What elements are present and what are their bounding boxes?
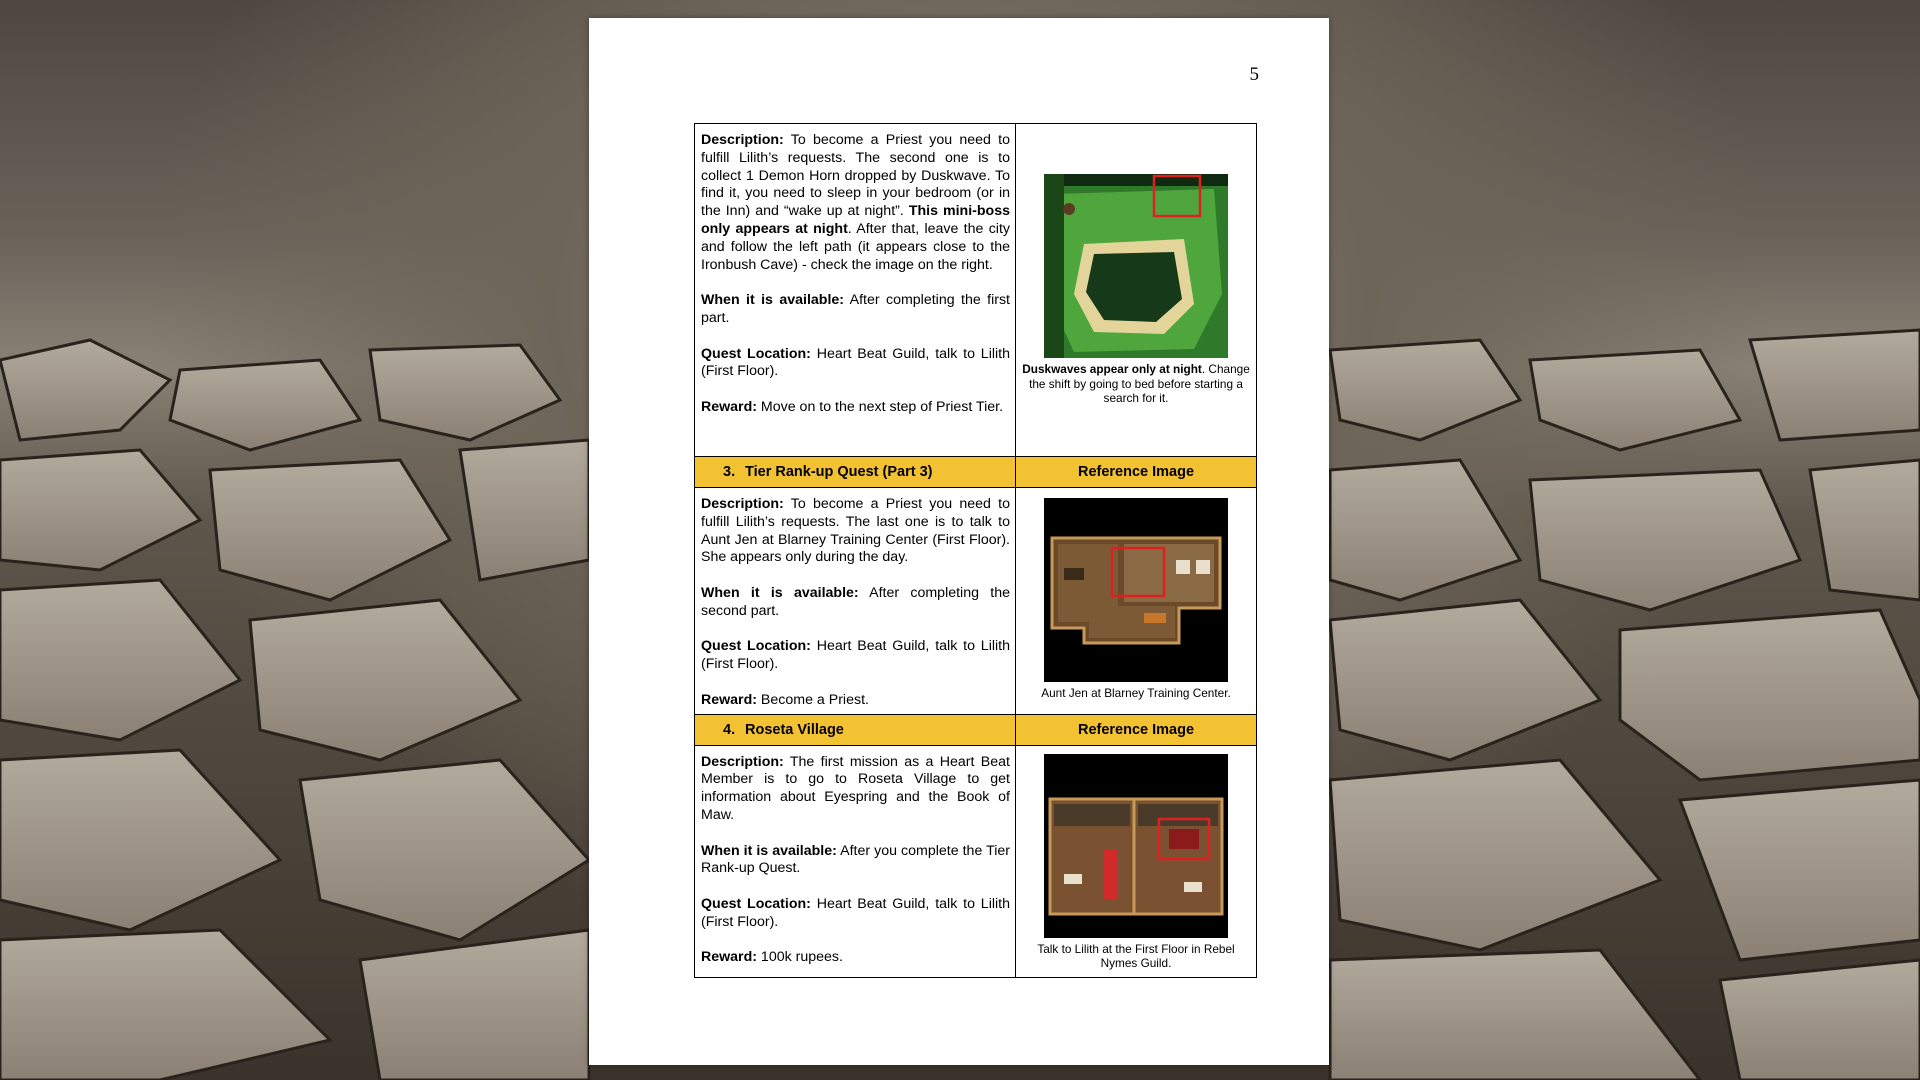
quest-row (695, 488, 1257, 715)
page-number: 5 (1249, 64, 1259, 85)
quest-details-cell (695, 124, 1016, 457)
availability-paragraph: When it is available: After you complete the Tier Rank-up Quest. (701, 842, 1011, 877)
location-paragraph: Quest Location: Heart Beat Guild, talk to Lilith (First Floor). (701, 638, 1010, 673)
guild-interior-map-image (1044, 754, 1228, 938)
quest-details-cell (695, 488, 1016, 715)
reward-paragraph: Reward: Move on to the next step of Priest Tier. (701, 398, 1004, 415)
reward-paragraph: Reward: 100k rupees. (701, 949, 843, 966)
description-paragraph: Description: To become a Priest you need to fulfill Lilith’s requests. The second one is to collect 1 Demon Horn dropped by Duskwave. To find it, you need to sleep in your bedroom (or in the Inn) and “wake up at night”. This mini-boss only appears at night. After that, leave the city and follow the left path (it appears close to the Ironbush Cave) - check the image on the right. (701, 132, 1011, 273)
reward-paragraph: Reward: Become a Priest. (701, 691, 869, 708)
quest-details-cell (695, 745, 1016, 977)
image-caption: Aunt Jen at Blarney Training Center. (1041, 686, 1231, 700)
description-paragraph: Description: The first mission as a Heart Beat Member is to go to Roseta Village to get information about Eyespring and the Book of Maw. (701, 753, 1010, 823)
quest-table (694, 123, 1257, 978)
reference-image-header: Reference Image (1016, 457, 1257, 488)
forest-map-image (1044, 174, 1228, 358)
section-header-row (695, 457, 1257, 488)
quest-row (695, 124, 1257, 457)
reference-image-cell (1016, 745, 1257, 977)
document-page (589, 18, 1329, 1065)
image-caption: Duskwaves appear only at night. Change the shift by going to bed before starting a search for it. (1022, 362, 1250, 405)
reference-image-header: Reference Image (1016, 714, 1257, 745)
availability-paragraph: When it is available: After completing the second part. (701, 584, 1010, 619)
image-caption: Talk to Lilith at the First Floor in Rebel Nymes Guild. (1037, 941, 1235, 971)
section-header-row (695, 714, 1257, 745)
training-center-map-image (1044, 498, 1228, 682)
section-title: 4. Roseta Village (695, 714, 1016, 745)
location-paragraph: Quest Location: Heart Beat Guild, talk to Lilith (First Floor). (701, 895, 1010, 930)
quest-row (695, 745, 1257, 977)
section-title: 3. Tier Rank-up Quest (Part 3) (695, 457, 1016, 488)
location-paragraph: Quest Location: Heart Beat Guild, talk to Lilith (First Floor). (701, 345, 1010, 380)
availability-paragraph: When it is available: After completing the first part. (701, 292, 1010, 326)
reference-image-cell (1016, 124, 1257, 457)
description-paragraph: Description: To become a Priest you need to fulfill Lilith’s requests. The last one is to talk to Aunt Jen at Blarney Training Center (First Floor). She appears only during the day. (701, 496, 1010, 566)
reference-image-cell (1016, 488, 1257, 715)
